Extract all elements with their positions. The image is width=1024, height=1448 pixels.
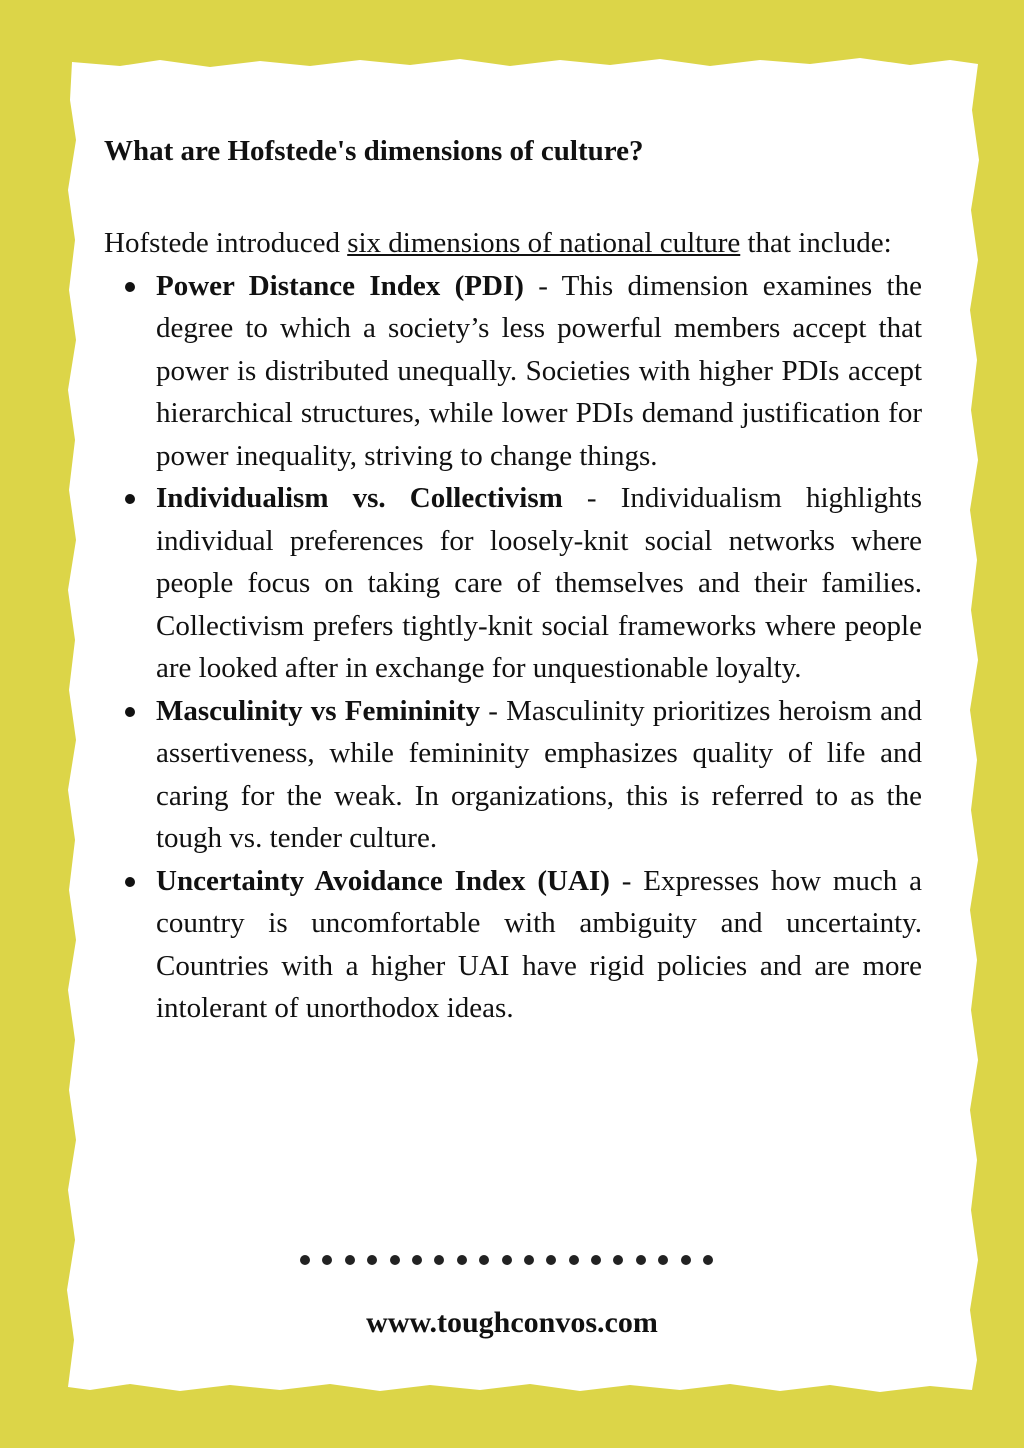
- separator-dot-icon: [479, 1255, 489, 1265]
- separator-dot-icon: [591, 1255, 601, 1265]
- separator-dot-icon: [390, 1255, 400, 1265]
- dimension-term: Individualism vs. Collectivism: [156, 482, 563, 514]
- separator-dot-icon: [434, 1255, 444, 1265]
- dimension-term: Power Distance Index (PDI): [156, 269, 524, 302]
- separator-dot-icon: [300, 1255, 310, 1265]
- separator-dot-icon: [636, 1255, 646, 1265]
- bullet-icon: [125, 494, 135, 504]
- separator-dot-icon: [367, 1255, 377, 1265]
- article-content: [104, 130, 922, 1030]
- separator-dot-icon: [345, 1255, 355, 1265]
- separator-dot-icon: [322, 1255, 332, 1265]
- dimension-description: - Expresses how much a country is uncomfortable with ambiguity and uncertainty. Countries with a higher UAI have rigid policies and are more intolerant of unorthodox ideas.: [156, 864, 923, 1024]
- intro-text-before: Hofstede introduced: [104, 227, 348, 259]
- list-item: [156, 265, 922, 478]
- dimension-term: Uncertainty Avoidance Index (UAI): [156, 864, 610, 897]
- bullet-icon: [125, 877, 135, 887]
- list-item: [156, 477, 922, 690]
- separator-dot-icon: [524, 1255, 534, 1265]
- separator-dot-icon: [613, 1255, 623, 1265]
- dimensions-list: [104, 265, 922, 1030]
- dotted-separator: [300, 1255, 713, 1265]
- separator-dot-icon: [569, 1255, 579, 1265]
- dimension-description: - Masculinity prioritizes heroism and assertiveness, while femininity emphasizes quality of life and caring for the weak. In organizations, this is referred to as the tough vs. tender culture.: [156, 694, 922, 854]
- separator-dot-icon: [658, 1255, 668, 1265]
- list-item: [156, 860, 922, 1030]
- intro-paragraph: [104, 222, 922, 265]
- list-item: [156, 690, 922, 860]
- separator-dot-icon: [703, 1255, 713, 1265]
- bullet-icon: [125, 282, 135, 292]
- dimension-term: Masculinity vs Femininity: [156, 694, 481, 727]
- six-dimensions-link[interactable]: six dimensions of national culture: [347, 227, 741, 259]
- separator-dot-icon: [681, 1255, 691, 1265]
- separator-dot-icon: [546, 1255, 556, 1265]
- page-title: What are Hofstede's dimensions of culture?: [104, 135, 644, 167]
- intro-text-after: that include:: [740, 227, 892, 259]
- dimension-description: - Individualism highlights individual preferences for loosely-knit social networks where people focus on taking care of themselves and their families. Collectivism prefers tightly-knit social frameworks where people are looked after in exchange for unquestionable loyalty.: [156, 482, 922, 684]
- separator-dot-icon: [457, 1255, 467, 1265]
- website-link[interactable]: www.toughconvos.com: [366, 1306, 658, 1339]
- dimension-description: - This dimension examines the degree to which a society’s less powerful members accept that power is distributed unequally. Societies with higher PDIs accept hierarchical structures, while lower PDIs demand justification for power inequality, striving to change things.: [156, 269, 922, 472]
- bullet-icon: [125, 707, 135, 717]
- separator-dot-icon: [412, 1255, 422, 1265]
- separator-dot-icon: [502, 1255, 512, 1265]
